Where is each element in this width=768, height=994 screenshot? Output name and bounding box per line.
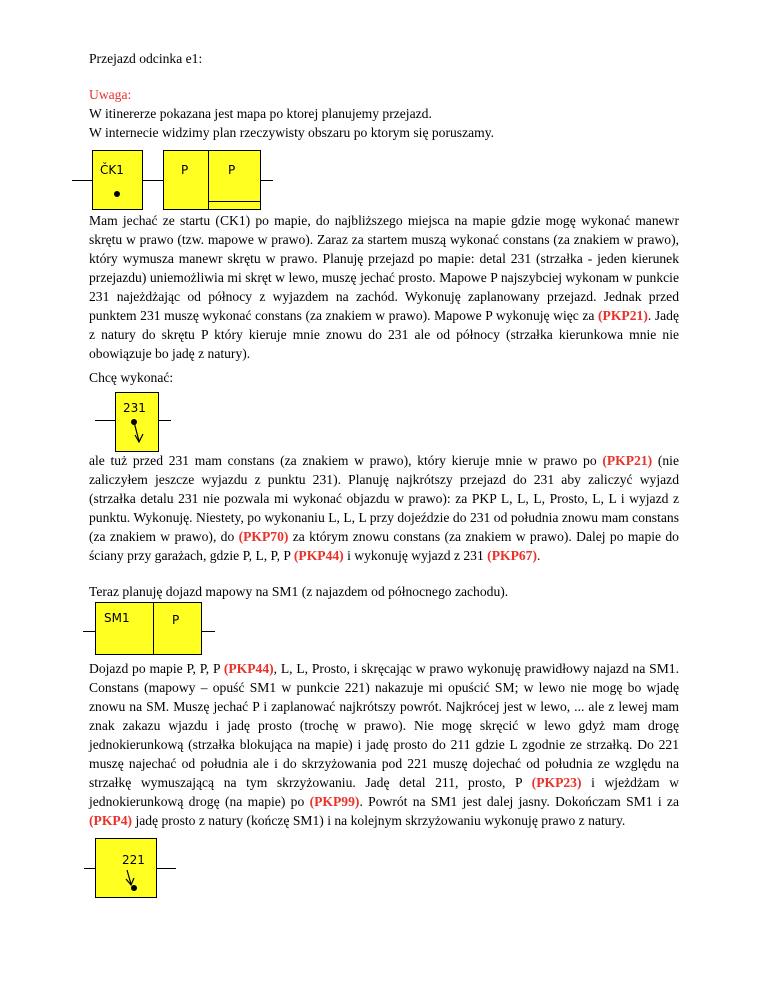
chce-label: Chcę wykonać: [89, 370, 174, 385]
pkp-label: (PKP67) [487, 548, 538, 563]
note-title: Uwaga: [89, 87, 132, 102]
para2-text: (nie zaliczyłem jeszcze wyjazdu z punktu 231). Planuję najkrótszy przejazd do 231 aby zaliczyć wyjazd (strzałka detalu 231 nie pozwala mi wykonać objazdu w prawo): za PKP L, L, L, Prosto, L, L i wyjazd z punktu. Wykonuję. Niestety, po wykonaniu L, L, L przy dojeździe do 231 od południa znowu mam constans (za znakiem w prawo), do [89, 453, 679, 544]
box-p-label-2: P [228, 163, 236, 177]
para4-text: Dojazd po mapie P, P, P [89, 661, 224, 676]
road-line [72, 180, 92, 181]
start-dot-icon [114, 191, 120, 197]
para1-text: Mam jechać ze startu (CK1) po mapie, do najbliższego miejsca na mapie gdzie mogę wykonać manewr skrętu w prawo (tzw. mapowe w prawo). Zaraz za startem muszą wykonać constans (za znakiem w prawo), który wymusza manewr skrętu w prawo. Planuję przejazd po mapie: detal 231 (strzałka - jeden kierunek przejazdu) uniemożliwia mi skręt w lewo, muszę jechać prosto. Mapowe P najszybciej wykonam w punkcie 231 najeżdżając od północy z wyjazdem na zachód. Wykonuję zaplanowany przejazd. Jednak przed punktem 231 muszę wykonać constans (za znakiem w prawo). Mapowe P wykonuję więc za [89, 213, 679, 323]
paragraph-4 [89, 659, 679, 830]
box-divider [153, 602, 154, 655]
box-ck1 [92, 150, 143, 210]
para4-text: , L, L, Prosto, i skręcając w prawo wykonuję prawidłowy najazd na SM1. Constans (mapowy – opuść SM1 w punkcie 221) nakazuje mi opuścić SM; w lewo nie mogę bo wjadę znowu na SM. Muszę jechać P i zaplanować najkrótszy powrót. Najkrócej jest w lewo, ... ale z lewej mam znak zakazu wjazdu i jadę prosto (trochę w prawo). Nie mogę skręcić w lewo gdyż mam drogę jednokierunkową (strzałka blokująca na mapie) i jadę prosto do 211 gdzie L zgodnie ze strzałką. Do 221 muszę najechać od południa ale i do skrzyżowania pod 221 muszę dojechać od południa ze względu na strzałkę wymuszającą na tym skrzyżowaniu. Jadę detal 211, prosto, P [89, 661, 679, 790]
paragraph-2 [89, 451, 679, 565]
box-221-label: 221 [122, 853, 145, 867]
pkp-label: (PKP21) [602, 453, 653, 468]
para2-text: i wykonuję wyjazd z 231 [343, 548, 488, 563]
box-p-pair [163, 150, 261, 210]
box-221 [95, 838, 157, 898]
para4-text: jadę prosto z natury (kończę SM1) i na kolejnym skrzyżowaniu wykonuję prawo z natury. [132, 813, 626, 828]
para2-text: za którym znowu constans (za znakiem w prawo). Dalej po mapie do ściany przy garażach, gdzie P, L, P, P [89, 529, 679, 563]
road-line [143, 180, 163, 181]
note-line-1: W itinererze pokazana jest mapa po ktorej planujemy przejazd. [89, 106, 432, 121]
box-ck1-label: ČK1 [100, 163, 124, 177]
pkp-label: (PKP4) [89, 813, 133, 828]
paragraph-3: Teraz planuję dojazd mapowy na SM1 (z najazdem od północnego zachodu). [89, 584, 509, 599]
heading: Przejazd odcinka e1: [89, 51, 203, 66]
box-underline [209, 201, 261, 202]
pkp-label: (PKP99) [309, 794, 360, 809]
arrow-icon [116, 393, 160, 453]
road-line [84, 868, 95, 869]
para2-text: . [537, 548, 541, 563]
paragraph-1 [89, 211, 679, 363]
pkp-label: (PKP23) [531, 775, 582, 790]
pkp-label: (PKP70) [238, 529, 289, 544]
box-p-label: P [172, 613, 180, 627]
arrow-icon [96, 839, 158, 899]
box-sm1-label: SM1 [104, 611, 130, 625]
para4-text: i wjeżdżam w jednokierunkową drogę (na mapie) po [89, 775, 680, 809]
road-line [261, 180, 273, 181]
para4-text: . Powrót na SM1 jest dalej jasny. Dokończam SM1 i za [359, 794, 679, 809]
para1-tail: . Jadę z natury do skrętu P który kieruje mnie znowu do 231 ale od północy (strzałka kierunkowa mnie nie obowiązuje bo jadę z natury). [89, 308, 680, 361]
pkp-label: (PKP44) [293, 548, 344, 563]
road-line [157, 868, 176, 869]
pkp-label: (PKP44) [223, 661, 274, 676]
road-line [202, 631, 215, 632]
box-p-label: P [181, 163, 189, 177]
box-231-label: 231 [123, 401, 146, 415]
note-line-2: W internecie widzimy plan rzeczywisty obszaru po ktorym się poruszamy. [89, 125, 495, 140]
para2-text: ale tuż przed 231 mam constans (za znakiem w prawo), który kieruje mnie w prawo po [89, 453, 603, 468]
road-line [83, 631, 95, 632]
box-231 [115, 392, 159, 452]
road-line [95, 420, 115, 421]
road-line [159, 420, 171, 421]
box-sm1 [95, 602, 202, 655]
pkp-label: (PKP21) [598, 308, 648, 323]
